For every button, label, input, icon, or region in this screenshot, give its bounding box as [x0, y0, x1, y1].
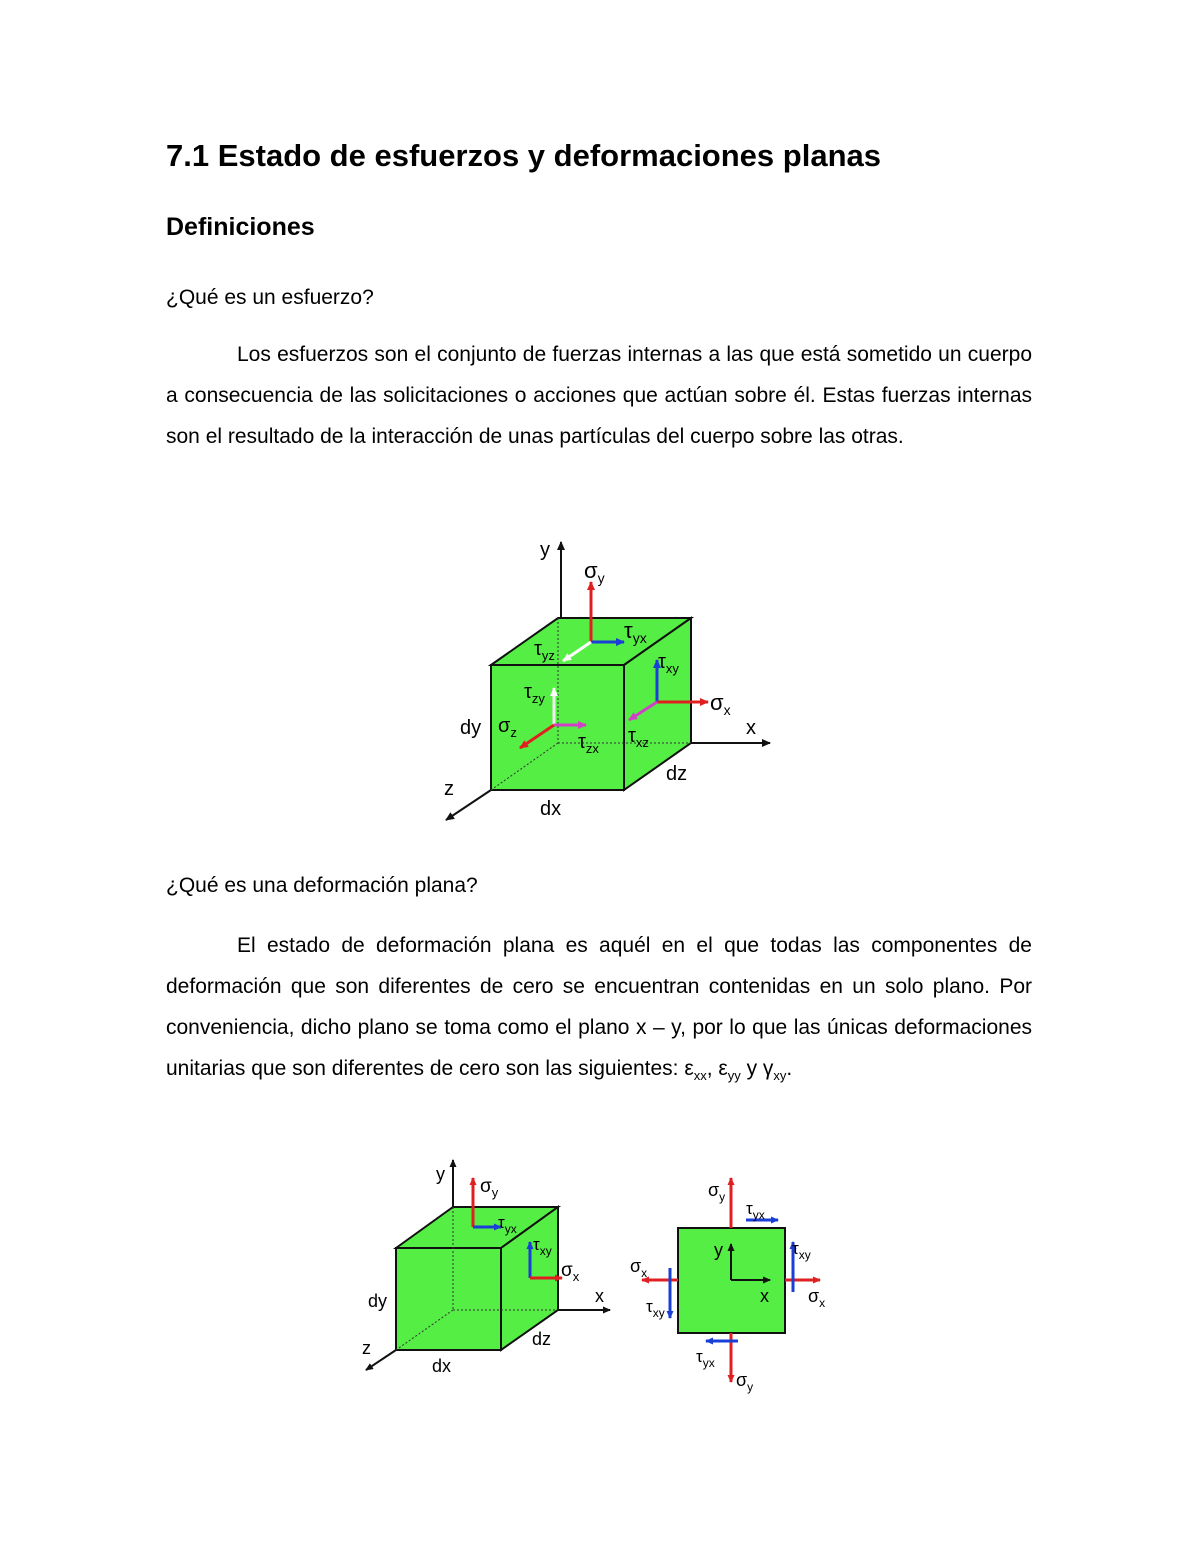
label-tau-yx-bottom: $\tau_{yx}$ [696, 1347, 715, 1370]
label-tau-xy: $\tau_{xy}$ [533, 1235, 552, 1258]
label-sigma-x: $\sigma_x$ [710, 690, 731, 718]
plane-stress-element-figure [630, 1172, 840, 1397]
section-heading: Definiciones [166, 213, 315, 241]
label-x: x [760, 1286, 769, 1306]
label-sigma-y: $\sigma_y$ [480, 1176, 499, 1200]
label-z: z [362, 1338, 371, 1358]
label-sigma-y-bottom: $\sigma_y$ [736, 1370, 754, 1394]
label-dx: dx [432, 1356, 452, 1376]
label-tau-zy: $\tau_{zy}$ [524, 681, 545, 706]
paragraph-deformacion: El estado de deformación plana es aquél en el que todas las componentes de deformación que son diferentes de cero se encuentran contenidas en un solo plano. Por conveniencia, dicho plano se toma como el plano x – y, por lo que las únicas deformaciones unitarias que son diferentes de cero son las siguientes: $\varepsilon_{xx}$, $\varepsilon_{yy}$ y $\gamma_{xy}$. [166, 934, 1032, 1084]
label-z: z [444, 778, 454, 800]
label-dy: dy [368, 1291, 388, 1311]
label-y: y [436, 1164, 445, 1184]
label-tau-yx: $\tau_{yx}$ [498, 1213, 517, 1236]
question-deformacion: ¿Qué es una deformación plana? [166, 874, 478, 897]
label-tau-yz: $\tau_{yz}$ [534, 638, 555, 663]
label-dx: dx [540, 798, 562, 820]
page-title: 7.1 Estado de esfuerzos y deformaciones planas [166, 138, 881, 173]
label-y: y [714, 1240, 723, 1260]
label-sigma-z: $\sigma_z$ [498, 715, 517, 740]
plane-stress-cube-figure [358, 1152, 618, 1397]
label-tau-yx: $\tau_{yx}$ [624, 618, 647, 646]
label-x: x [595, 1286, 604, 1306]
label-dy: dy [460, 717, 482, 739]
label-sigma-x-right: $\sigma_x$ [808, 1286, 826, 1310]
label-sigma-y-top: $\sigma_y$ [708, 1180, 726, 1204]
label-tau-xz: $\tau_{xz}$ [628, 725, 649, 750]
label-dz: dz [532, 1329, 552, 1349]
label-tau-xy-right: $\tau_{xy}$ [792, 1239, 811, 1262]
label-tau-zx: $\tau_{zx}$ [578, 731, 599, 756]
question-esfuerzo: ¿Qué es un esfuerzo? [166, 286, 374, 309]
label-y: y [540, 539, 550, 561]
paragraph-esfuerzo: Los esfuerzos son el conjunto de fuerzas internas a las que está sometido un cuerpo a consecuencia de las solicitaciones o acciones que actúan sobre él. Estas fuerzas internas son el resultado de la interacción de unas partículas del cuerpo sobre las otras. [166, 343, 1032, 448]
label-sigma-x: $\sigma_x$ [561, 1260, 580, 1284]
label-sigma-y: $\sigma_y$ [584, 558, 605, 586]
label-tau-xy-left: $\tau_{xy}$ [646, 1297, 665, 1320]
label-dz: dz [666, 763, 688, 785]
stress-cube-figure [436, 520, 781, 830]
label-sigma-x-left: $\sigma_x$ [630, 1256, 648, 1280]
label-x: x [746, 717, 756, 739]
label-tau-xy: $\tau_{xy}$ [658, 651, 679, 676]
label-tau-yx-top: $\tau_{yx}$ [746, 1199, 765, 1222]
cube-front-face [396, 1248, 501, 1350]
